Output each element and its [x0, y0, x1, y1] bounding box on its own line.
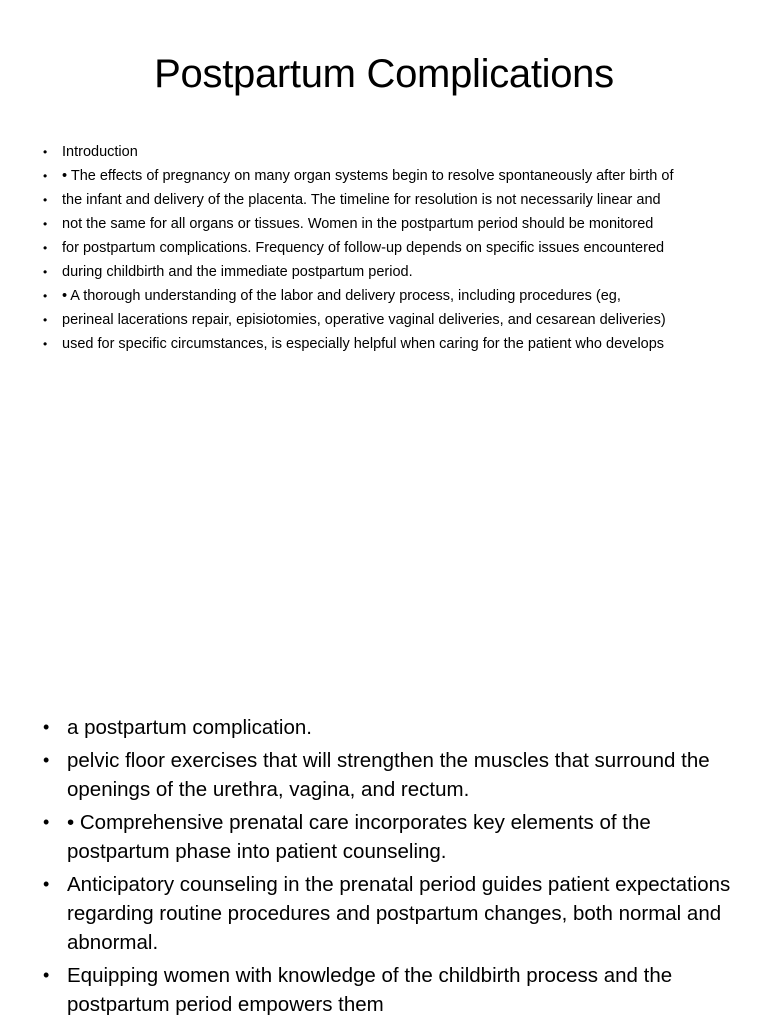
bullet-text: pelvic floor exercises that will strengthen the muscles that surround the openings of the urethra, vagina, and rectum. [67, 749, 710, 801]
list-item [43, 285, 733, 307]
bullet-marker: • [43, 145, 48, 159]
bullet-marker: • [43, 750, 50, 770]
bullet-marker: • [43, 874, 50, 894]
slide-2 [0, 512, 768, 1024]
bullet-text: • A thorough understanding of the labor and delivery process, including procedures (eg, [62, 288, 621, 304]
bullet-text: a postpartum complication. [67, 716, 312, 739]
list-item [43, 713, 733, 742]
list-item [43, 746, 733, 804]
list-item [43, 808, 733, 866]
bullet-text: the infant and delivery of the placenta. The timeline for resolution is not necessarily linear and [62, 192, 661, 208]
bullet-marker: • [43, 241, 48, 255]
bullet-marker: • [43, 313, 48, 327]
list-item [43, 141, 733, 163]
list-item [43, 213, 733, 235]
bullet-text: Equipping women with knowledge of the childbirth process and the postpartum period empowers them [67, 964, 673, 1016]
bullet-marker: • [43, 217, 48, 231]
bullet-text: not the same for all organs or tissues. Women in the postpartum period should be monitored [62, 216, 654, 232]
bullet-marker: • [43, 337, 48, 351]
bullet-text: perineal lacerations repair, episiotomies, operative vaginal deliveries, and cesarean deliveries) [62, 312, 666, 328]
list-item [43, 165, 733, 187]
bullet-marker: • [43, 965, 50, 985]
bullet-text: used for specific circumstances, is especially helpful when caring for the patient who develops [62, 336, 665, 352]
bullet-text: Anticipatory counseling in the prenatal period guides patient expectations regarding routine procedures and postpartum changes, both normal and abnormal. [67, 873, 731, 954]
list-item [43, 261, 733, 283]
bullet-text: for postpartum complications. Frequency of follow-up depends on specific issues encountered [62, 240, 665, 256]
slide-title: Postpartum Complications [154, 52, 614, 96]
list-item [43, 333, 733, 355]
bullet-marker: • [43, 812, 50, 832]
bullet-marker: • [43, 265, 48, 279]
list-item [43, 189, 733, 211]
list-item [43, 309, 733, 331]
bullet-text: • The effects of pregnancy on many organ systems begin to resolve spontaneously after birth of [62, 168, 674, 184]
bullet-list [43, 713, 733, 1023]
bullet-text: Introduction [62, 144, 138, 160]
bullet-marker: • [43, 717, 50, 737]
bullet-text: during childbirth and the immediate postpartum period. [62, 264, 413, 280]
list-item [43, 870, 733, 957]
list-item [43, 237, 733, 259]
bullet-marker: • [43, 193, 48, 207]
bullet-marker: • [43, 289, 48, 303]
bullet-marker: • [43, 169, 48, 183]
bullet-text: • Comprehensive prenatal care incorporates key elements of the postpartum phase into patient counseling. [67, 811, 651, 863]
bullet-list [43, 141, 733, 357]
list-item [43, 961, 733, 1019]
